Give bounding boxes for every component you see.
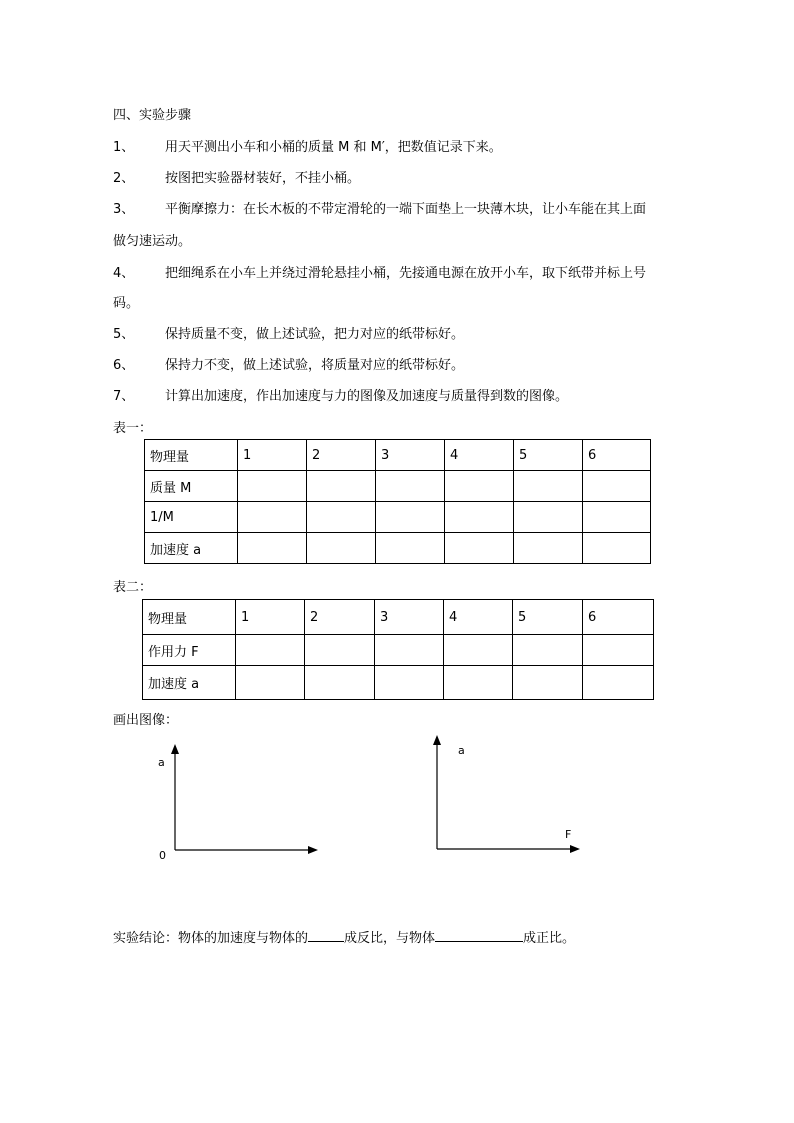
table-row bbox=[145, 440, 651, 471]
table-header-cell: 2 bbox=[307, 440, 376, 471]
step-2-text: 按图把实验器材装好，不挂小桶。 bbox=[165, 171, 361, 186]
data-cell[interactable] bbox=[238, 533, 307, 564]
data-cell[interactable] bbox=[444, 635, 513, 666]
data-cell[interactable] bbox=[307, 471, 376, 502]
table-header-cell: 物理量 bbox=[143, 600, 236, 635]
step-4-number: 4、 bbox=[113, 266, 135, 281]
data-cell[interactable] bbox=[236, 635, 305, 666]
table-row bbox=[143, 600, 654, 635]
table-header-cell: 2 bbox=[305, 600, 375, 635]
row-label-cell: 1/M bbox=[145, 502, 238, 533]
conclusion-part1: 实验结论：物体的加速度与物体的 bbox=[113, 931, 309, 946]
data-cell[interactable] bbox=[583, 666, 654, 700]
step-2-number: 2、 bbox=[113, 171, 135, 186]
data-cell[interactable] bbox=[444, 666, 513, 700]
data-cell[interactable] bbox=[376, 533, 445, 564]
table-row bbox=[143, 666, 654, 700]
step-6-text: 保持力不变，做上述试验，将质量对应的纸带标好。 bbox=[165, 358, 465, 373]
row-label-cell: 加速度 a bbox=[145, 533, 238, 564]
step-5-number: 5、 bbox=[113, 327, 135, 342]
data-cell[interactable] bbox=[514, 533, 583, 564]
data-cell[interactable] bbox=[307, 533, 376, 564]
graph1-axes bbox=[150, 740, 330, 870]
graph-label: 画出图像： bbox=[113, 713, 179, 728]
step-4-text: 把细绳系在小车上并绕过滑轮悬挂小桶，先接通电源在放开小车，取下纸带并标上号 bbox=[165, 266, 647, 281]
table-header-cell: 6 bbox=[583, 440, 651, 471]
graph2-x-label: F bbox=[565, 828, 572, 841]
table-row bbox=[143, 635, 654, 666]
table-header-cell: 5 bbox=[514, 440, 583, 471]
data-cell[interactable] bbox=[376, 471, 445, 502]
data-cell[interactable] bbox=[238, 502, 307, 533]
row-label-cell: 作用力 F bbox=[143, 635, 236, 666]
step-7-number: 7、 bbox=[113, 389, 135, 404]
graph2-y-label: a bbox=[458, 744, 465, 757]
conclusion bbox=[113, 927, 575, 946]
table1 bbox=[144, 439, 651, 564]
step-1-text: 用天平测出小车和小桶的质量 M 和 M′，把数值记录下来。 bbox=[165, 140, 502, 155]
graph1-x-arrow bbox=[308, 846, 318, 854]
step-3-continuation: 做匀速运动。 bbox=[113, 234, 192, 249]
data-cell[interactable] bbox=[375, 666, 444, 700]
data-cell[interactable] bbox=[445, 533, 514, 564]
table-header-cell: 6 bbox=[583, 600, 654, 635]
data-cell[interactable] bbox=[513, 666, 583, 700]
row-label-cell: 质量 M bbox=[145, 471, 238, 502]
table2-label: 表二： bbox=[113, 580, 153, 595]
graph2-x-arrow bbox=[570, 845, 580, 853]
row-label-cell: 加速度 a bbox=[143, 666, 236, 700]
step-3-text: 平衡摩擦力：在长木板的不带定滑轮的一端下面垫上一块薄木块，让小车能在其上面 bbox=[165, 202, 647, 217]
data-cell[interactable] bbox=[305, 666, 375, 700]
step-3-number: 3、 bbox=[113, 202, 135, 217]
table-row bbox=[145, 533, 651, 564]
data-cell[interactable] bbox=[238, 471, 307, 502]
table-header-cell: 5 bbox=[513, 600, 583, 635]
step-5-text: 保持质量不变，做上述试验，把力对应的纸带标好。 bbox=[165, 327, 465, 342]
table-row bbox=[145, 471, 651, 502]
data-cell[interactable] bbox=[375, 635, 444, 666]
graph2-y-arrow bbox=[433, 735, 441, 745]
data-cell[interactable] bbox=[513, 635, 583, 666]
graph1-y-label: a bbox=[158, 756, 165, 769]
graph1-origin-label: 0 bbox=[159, 849, 166, 862]
table-row bbox=[145, 502, 651, 533]
data-cell[interactable] bbox=[583, 533, 651, 564]
table-header-cell: 3 bbox=[376, 440, 445, 471]
section-heading: 四、实验步骤 bbox=[113, 108, 192, 123]
table-header-cell: 3 bbox=[375, 600, 444, 635]
table1-label: 表一： bbox=[113, 421, 153, 436]
data-cell[interactable] bbox=[583, 471, 651, 502]
data-cell[interactable] bbox=[307, 502, 376, 533]
data-cell[interactable] bbox=[305, 635, 375, 666]
step-4-continuation: 码。 bbox=[113, 296, 140, 311]
graph2-axes bbox=[420, 730, 600, 860]
data-cell[interactable] bbox=[514, 502, 583, 533]
table-header-cell: 1 bbox=[236, 600, 305, 635]
conclusion-part2: 成反比，与物体 bbox=[344, 931, 436, 946]
conclusion-blank-2[interactable] bbox=[435, 929, 523, 942]
data-cell[interactable] bbox=[376, 502, 445, 533]
data-cell[interactable] bbox=[236, 666, 305, 700]
step-6-number: 6、 bbox=[113, 358, 135, 373]
graph1-y-arrow bbox=[171, 744, 179, 754]
table2 bbox=[142, 599, 654, 700]
step-1-number: 1、 bbox=[113, 140, 135, 155]
step-7-text: 计算出加速度，作出加速度与力的图像及加速度与质量得到数的图像。 bbox=[165, 389, 569, 404]
data-cell[interactable] bbox=[445, 502, 514, 533]
table-header-cell: 4 bbox=[444, 600, 513, 635]
conclusion-blank-1[interactable] bbox=[308, 929, 344, 942]
table-header-cell: 4 bbox=[445, 440, 514, 471]
data-cell[interactable] bbox=[514, 471, 583, 502]
data-cell[interactable] bbox=[583, 635, 654, 666]
table-header-cell: 物理量 bbox=[145, 440, 238, 471]
data-cell[interactable] bbox=[445, 471, 514, 502]
conclusion-part3: 成正比。 bbox=[523, 931, 576, 946]
table-header-cell: 1 bbox=[238, 440, 307, 471]
data-cell[interactable] bbox=[583, 502, 651, 533]
